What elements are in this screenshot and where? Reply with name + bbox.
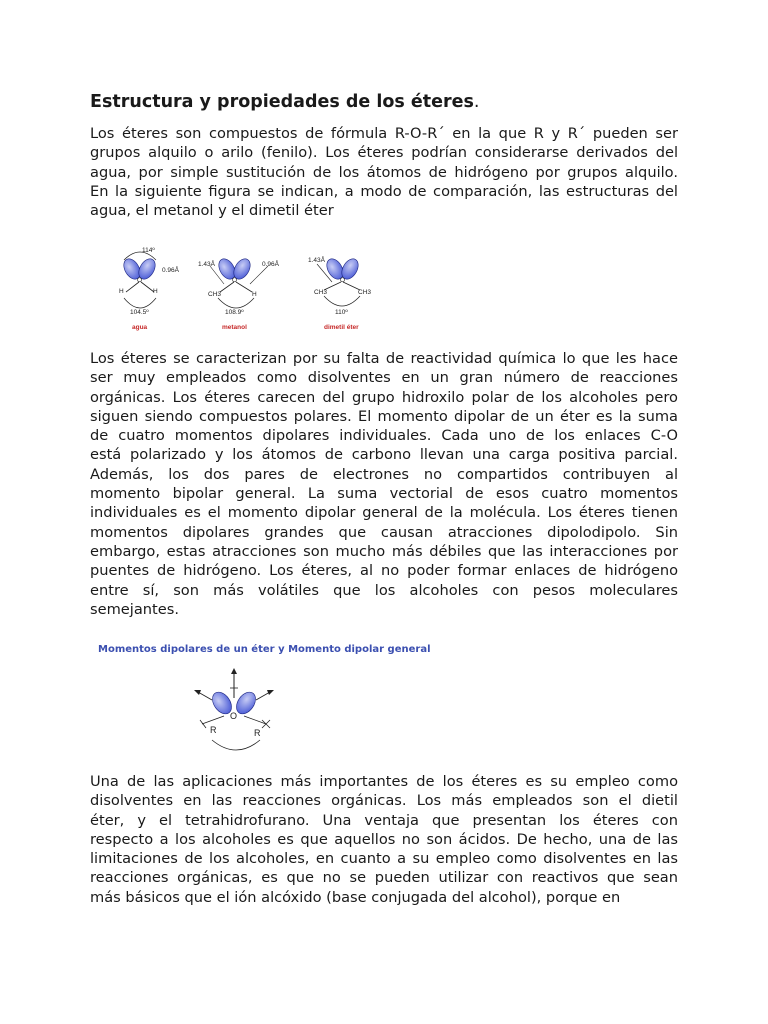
methanol-atom-o: O: [232, 277, 238, 284]
text-line: Los éteres son compuestos de fórmula R-O-R´ en la que R y R´ pueden ser: [90, 125, 678, 142]
ether-dipole-diagram: [194, 668, 274, 750]
text-line: puentes de hidrógeno. Los éteres, al no poder formar enlaces de hidrógeno: [90, 562, 678, 580]
text-line: momento bipolar general. La suma vectorial de esos cuatro momentos: [90, 485, 678, 503]
text-line: está polarizado y los átomos de carbono llevan una carga positiva parcial.: [90, 446, 678, 464]
ether-angle-bottom: 110º: [335, 309, 348, 316]
water-angle-top: 114º: [142, 247, 155, 254]
paragraph-1: [90, 124, 678, 220]
ether-atom-o: O: [340, 277, 346, 284]
text-line: momentos dipolares grandes que causan atracciones dipolodipolo. Sin: [90, 523, 678, 541]
text-line: disolventes en las reacciones orgánicas. Los más empleados son el dietil: [90, 792, 678, 810]
text-line: agua, por simple sustitución de los átomos de hidrógeno por grupos alquilo.: [90, 163, 678, 181]
text-line: reacciones orgánicas, es que no se pueden utilizar con reactivos que sean: [90, 869, 678, 887]
methanol-angle-bottom: 108.9º: [225, 309, 244, 316]
methanol-group-ch3: CH3: [208, 291, 222, 298]
text-line: Además, los dos pares de electrones no compartidos contribuyen al: [90, 465, 678, 483]
water-angle-bottom: 104.5º: [130, 309, 149, 316]
water-molecule: [119, 247, 180, 331]
text-line: individuales es el momento dipolar general de la molécula. Los éteres tienen: [90, 504, 678, 522]
page-title: [90, 92, 479, 112]
methanol-bond-left: 1.43Å: [198, 261, 215, 268]
dipole-atom-o: O: [230, 711, 238, 721]
text-line: de cuatro momentos dipolares individuales. Cada uno de los enlaces C-O: [90, 427, 678, 445]
paragraph-2: [90, 349, 678, 619]
dipole-group-right: R: [254, 728, 261, 738]
text-line: limitaciones de los alcoholes, en cuanto a su empleo como disolventes en las: [90, 850, 678, 868]
text-line: embargo, estas atracciones son mucho más débiles que las interacciones por: [90, 542, 678, 560]
text-line: orgánicas. Los éteres carecen del grupo hidroxilo polar de los alcoholes pero: [90, 388, 678, 406]
figure-dipole-moments: [94, 636, 431, 761]
methanol-caption: metanol: [222, 324, 247, 331]
methanol-molecule: [198, 256, 280, 331]
text-line: semejantes.: [90, 600, 179, 618]
water-caption: agua: [132, 324, 148, 331]
methanol-bond-right: 0.96Å: [262, 261, 279, 268]
title-text: Estructura y propiedades de los éteres: [90, 92, 474, 112]
text-line: En la siguiente figura se indican, a modo de comparación, las estructuras del: [90, 182, 678, 200]
water-atom-h1: H: [119, 288, 124, 295]
text-line: Los éteres se caracterizan por su falta de reactividad química lo que les hace: [90, 350, 678, 367]
text-line: siguen siendo compuestos polares. El momento dipolar de un éter es la suma: [90, 407, 678, 425]
text-line: ser muy empleados como disolventes en un gran número de reacciones: [90, 369, 678, 387]
text-line: grupos alquilo o arilo (fenilo). Los éteres podrían considerarse derivados del: [90, 144, 678, 162]
text-line: respecto a los alcoholes es que aquellos no son ácidos. De hecho, una de las: [90, 830, 678, 848]
ether-group-left: CH3: [314, 289, 328, 296]
water-bond-length: 0.96Å: [162, 267, 179, 274]
title-period: .: [473, 92, 480, 112]
dipole-figure-title: Momentos dipolares de un éter y Momento dipolar general: [98, 644, 431, 655]
dipole-group-left: R: [210, 725, 217, 735]
text-line: Una de las aplicaciones más importantes de los éteres es su empleo como: [90, 773, 678, 790]
ether-bond-length: 1.43Å: [308, 257, 325, 264]
ether-caption: dimetil éter: [324, 324, 359, 331]
figure-molecular-structures: [110, 238, 380, 333]
text-line: entre sí, son más volátiles que los alcoholes con pesos moleculares: [90, 581, 678, 599]
dimethyl-ether-molecule: [308, 255, 371, 331]
ether-group-right: CH3: [358, 289, 372, 296]
water-atom-o: O: [137, 277, 143, 284]
text-line: agua, el metanol y el dimetil éter: [90, 202, 334, 220]
text-line: éter, y el tetrahidrofurano. Una ventaja que presentan los éteres con: [90, 811, 678, 829]
water-atom-h2: H: [153, 288, 158, 295]
text-line: más básicos que el ión alcóxido (base conjugada del alcohol), porque en: [90, 888, 621, 906]
paragraph-3: [90, 772, 678, 907]
methanol-atom-h: H: [252, 291, 257, 298]
